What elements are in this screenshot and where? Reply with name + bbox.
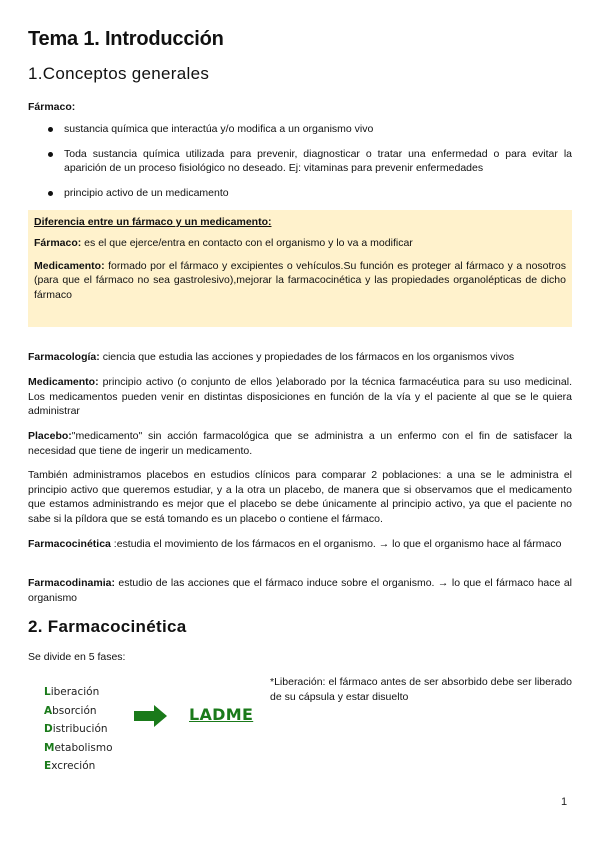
section-heading-conceptos: 1.Conceptos generales <box>28 64 210 83</box>
ladme-acronym: LADME <box>189 705 254 724</box>
right-arrow-icon <box>134 705 168 732</box>
farmaco-bullet-list <box>48 122 572 211</box>
phases-intro: Se divide en 5 fases: <box>28 651 126 663</box>
list-item: principio activo de un medicamento <box>48 186 572 200</box>
phase-distribucion: Distribución <box>44 723 108 735</box>
phase-metabolismo: Metabolismo <box>44 741 113 754</box>
definition-placebo: Placebo:"medicamento" sin acción farmacológica que se administra a un enfermo con el fin de satisfacer la necesidad que tiene de ingerir un medicamento. <box>28 430 572 457</box>
page-number: 1 <box>561 796 568 808</box>
phase-excrecion: Excreción <box>44 760 96 772</box>
callout-item-medicamento: Medicamento: formado por el fármaco y excipientes o vehículos.Su función es proteger al fármaco y a nosotros (para que el fármaco no sea gastrolesivo),mejorar la farmacocinética y las propiedades organolépticas de dicho fármaco <box>34 259 566 301</box>
list-item: Toda sustancia química utilizada para prevenir, diagnosticar o tratar una enfermedad o para evitar la aparición de un proceso fisiológico no deseado. Ej: vitaminas para prevenir enfermedades <box>48 147 572 175</box>
ladme-phase-list <box>44 683 113 776</box>
definition-farmacocinetica: Farmacocinética :estudia el movimiento de los fármacos en el organismo. → lo que el organismo hace al fármaco <box>28 538 562 550</box>
bullet-icon <box>48 127 53 132</box>
farmaco-label: Fármaco: <box>28 101 76 113</box>
callout-title: Diferencia entre un fármaco y un medicamento: <box>34 216 272 228</box>
difference-callout <box>28 210 572 327</box>
list-item: sustancia química que interactúa y/o modifica a un organismo vivo <box>48 122 572 136</box>
callout-item-farmaco: Fármaco: es el que ejerce/entra en contacto con el organismo y lo va a modificar <box>34 237 413 249</box>
phase-liberacion: Liberación <box>44 686 100 698</box>
definition-farmacodinamia: Farmacodinamia: estudio de las acciones que el fármaco induce sobre el organismo. → lo que el fármaco hace al organismo <box>28 577 572 604</box>
page-title: Tema 1. Introducción <box>28 28 224 50</box>
paragraph-placebo-studies: También administramos placebos en estudios clínicos para comparar 2 poblaciones: a una se le administra el principio activo que queremos estudiar, y a la otra un placebo, de manera que si observamos que el medicamento que estamos administrando es mejor que el placebo se debe únicamente al principio activo, ya que el paciente no sabe si la píldora que se está tomando es un placebo o contiene el fármaco. <box>28 469 572 525</box>
section-heading-farmacocinetica: 2. Farmacocinética <box>28 617 187 636</box>
definition-medicamento: Medicamento: principio activo (o conjunto de ellos )elaborado por la técnica farmacéutica para su uso medicinal. Los medicamentos pueden venir en distintas disposiciones en función de la vía y el paciente al que se le quiera administrar <box>28 376 572 417</box>
bullet-icon <box>48 191 53 196</box>
bullet-icon <box>48 152 53 157</box>
liberacion-note: *Liberación: el fármaco antes de ser absorbido debe ser liberado de su cápsula y estar disuelto <box>270 676 572 703</box>
phase-absorcion: Absorción <box>44 704 97 717</box>
definition-farmacologia: Farmacología: ciencia que estudia las acciones y propiedades de los fármacos en los organismos vivos <box>28 351 515 363</box>
